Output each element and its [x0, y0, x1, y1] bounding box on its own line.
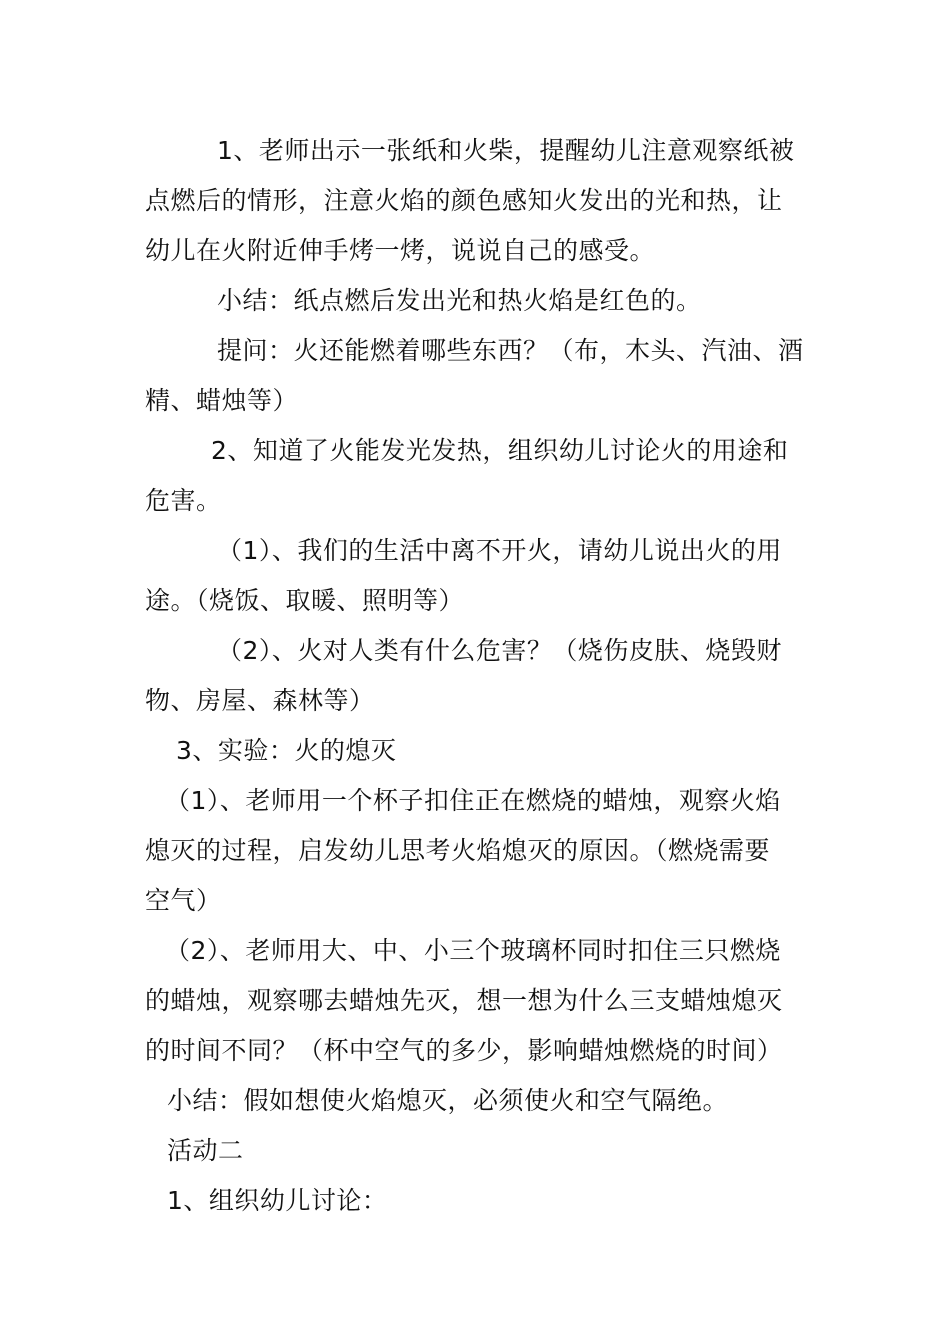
text-line: 的蜡烛，观察哪去蜡烛先灭，想一想为什么三支蜡烛熄灭 [145, 986, 783, 1015]
text-line: 小结：纸点燃后发出光和热火焰是红色的。 [217, 286, 702, 315]
text-line: 物、房屋、森林等） [145, 686, 375, 715]
text-line: 小结：假如想使火焰熄灭，必须使火和空气隔绝。 [167, 1086, 729, 1115]
text-line: 提问：火还能燃着哪些东西？（布，木头、汽油、酒 [217, 336, 804, 365]
text-line: 点燃后的情形，注意火焰的颜色感知火发出的光和热，让 [145, 186, 783, 215]
text-line: 熄灭的过程，启发幼儿思考火焰熄灭的原因。（燃烧需要 [145, 836, 771, 865]
text-line: （1）、老师用一个杯子扣住正在燃烧的蜡烛，观察火焰 [165, 786, 781, 815]
text-line: 2、知道了火能发光发热，组织幼儿讨论火的用途和 [211, 436, 789, 465]
text-line: 的时间不同？（杯中空气的多少，影响蜡烛燃烧的时间） [145, 1036, 783, 1065]
text-line: （1）、我们的生活中离不开火，请幼儿说出火的用 [217, 536, 782, 565]
text-line: 3、实验：火的熄灭 [176, 736, 397, 765]
text-line: 空气） [145, 886, 222, 915]
text-line: 精、蜡烛等） [145, 386, 299, 415]
text-line: 1、老师出示一张纸和火柴，提醒幼儿注意观察纸被 [217, 136, 795, 165]
text-line: （2）、火对人类有什么危害？（烧伤皮肤、烧毁财 [217, 636, 782, 665]
text-line: 幼儿在火附近伸手烤一烤，说说自己的感受。 [145, 236, 656, 265]
text-line: 途。（烧饭、取暖、照明等） [145, 586, 465, 615]
text-line: （2）、老师用大、中、小三个玻璃杯同时扣住三只燃烧 [165, 936, 781, 965]
text-line: 危害。 [145, 486, 222, 515]
text-line: 1、组织幼儿讨论： [167, 1186, 388, 1215]
section-heading: 活动二 [167, 1136, 244, 1165]
